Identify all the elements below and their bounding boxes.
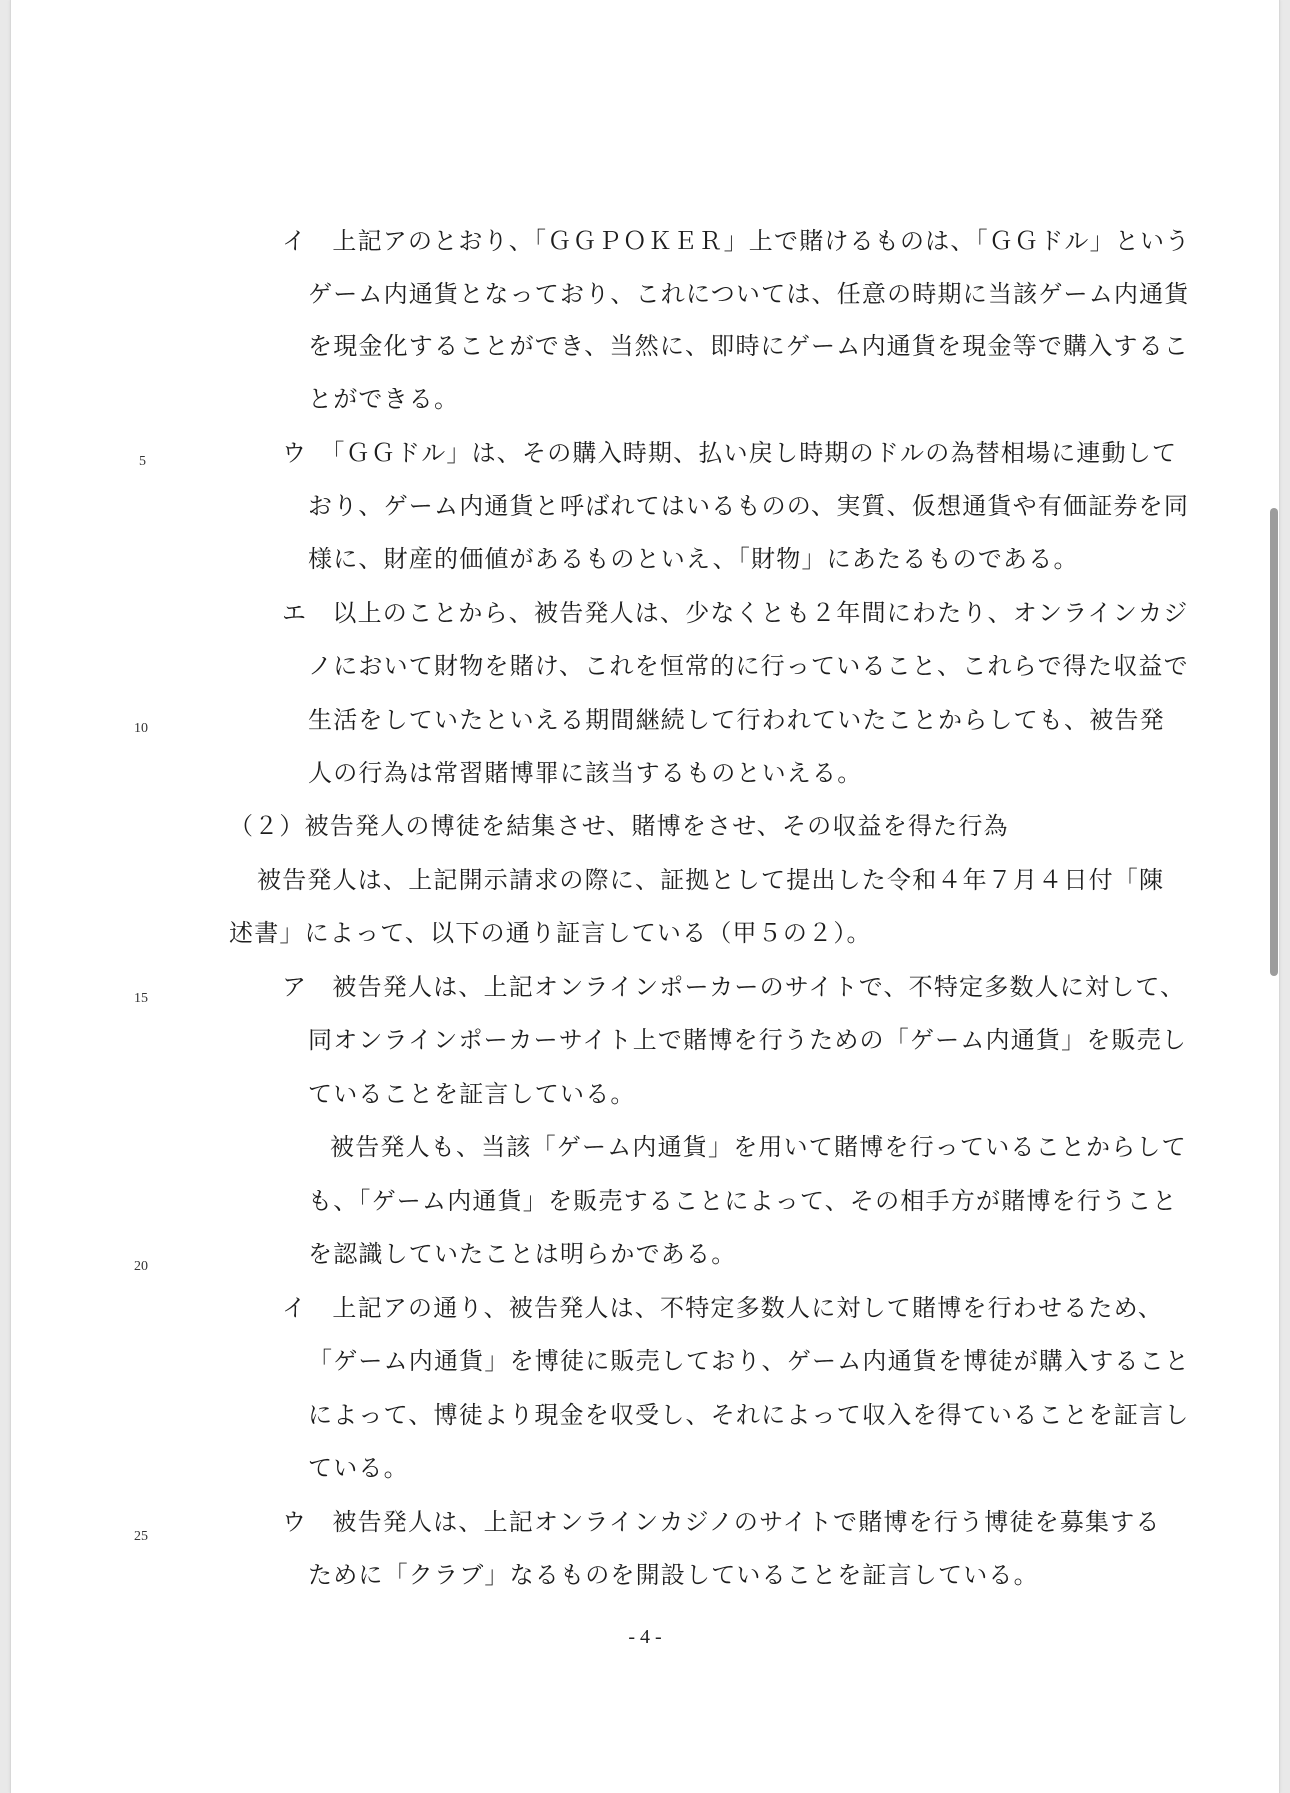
text-line: おり、ゲーム内通貨と呼ばれてはいるものの、実質、仮想通貨や有価証券を同 — [308, 492, 1190, 520]
text-line: イ 上記アの通り、被告発人は、不特定多数人に対して賭博を行わせるため、 — [282, 1294, 1164, 1322]
text-line: ウ 被告発人は、上記オンラインカジノのサイトで賭博を行う博徒を募集する — [282, 1508, 1161, 1536]
text-line: ノにおいて財物を賭け、これを恒常的に行っていること、これらで得た収益で — [308, 652, 1189, 680]
text-line: を認識していたことは明らかである。 — [308, 1240, 737, 1268]
text-line: 人の行為は常習賭博罪に該当するものといえる。 — [308, 759, 863, 787]
line-number: 25 — [134, 1529, 148, 1544]
text-line: イ 上記アのとおり、「ＧＧＰＯＫＥＲ」上で賭けるものは、「ＧＧドル」という — [282, 227, 1191, 255]
line-number: 10 — [134, 721, 148, 736]
text-line: 様に、財産的価値があるものといえ、「財物」にあたるものである。 — [308, 545, 1079, 573]
text-line: によって、博徒より現金を収受し、それによって収入を得ていることを証言し — [308, 1401, 1190, 1429]
text-line: 被告発人は、上記開示請求の際に、証拠として提出した令和４年７月４日付「陳 — [257, 866, 1165, 894]
text-line: も、「ゲーム内通貨」を販売することによって、その相手方が賭博を行うこと — [308, 1187, 1178, 1215]
text-line: 述書」によって、以下の通り証言している（甲５の２）。 — [229, 919, 872, 947]
section-heading: （２）被告発人の博徒を結集させ、賭博をさせ、その収益を得た行為 — [229, 812, 1009, 840]
text-line: とができる。 — [308, 385, 460, 413]
text-line: 被告発人も、当該「ゲーム内通貨」を用いて賭博を行っていることからして — [330, 1133, 1187, 1161]
line-number: 15 — [134, 991, 148, 1006]
text-line: 同オンラインポーカーサイト上で賭博を行うための「ゲーム内通貨」を販売し — [308, 1026, 1188, 1054]
line-number: 5 — [139, 454, 146, 469]
text-line: 生活をしていたといえる期間継続して行われていたことからしても、被告発 — [308, 706, 1165, 734]
text-line: ア 被告発人は、上記オンラインポーカーのサイトで、不特定多数人に対して、 — [282, 973, 1186, 1001]
text-line: ゲーム内通貨となっており、これについては、任意の時期に当該ゲーム内通貨 — [308, 280, 1190, 308]
line-number: 20 — [134, 1259, 148, 1274]
text-line: ために「クラブ」なるものを開設していることを証言している。 — [308, 1561, 1039, 1589]
text-line: ていることを証言している。 — [308, 1080, 636, 1108]
document-page — [10, 0, 1280, 1793]
text-line: エ 以上のことから、被告発人は、少なくとも２年間にわたり、オンラインカジ — [282, 599, 1189, 627]
text-line: ている。 — [308, 1454, 409, 1482]
page-number: - 4 - — [628, 1626, 662, 1648]
vertical-scrollbar[interactable] — [1270, 508, 1278, 976]
text-line: を現金化することができ、当然に、即時にゲーム内通貨を現金等で購入するこ — [308, 332, 1190, 360]
text-line: 「ゲーム内通貨」を博徒に販売しており、ゲーム内通貨を博徒が購入すること — [308, 1347, 1190, 1375]
text-line: ウ 「ＧＧドル」は、その購入時期、払い戻し時期のドルの為替相場に連動して — [282, 439, 1178, 467]
